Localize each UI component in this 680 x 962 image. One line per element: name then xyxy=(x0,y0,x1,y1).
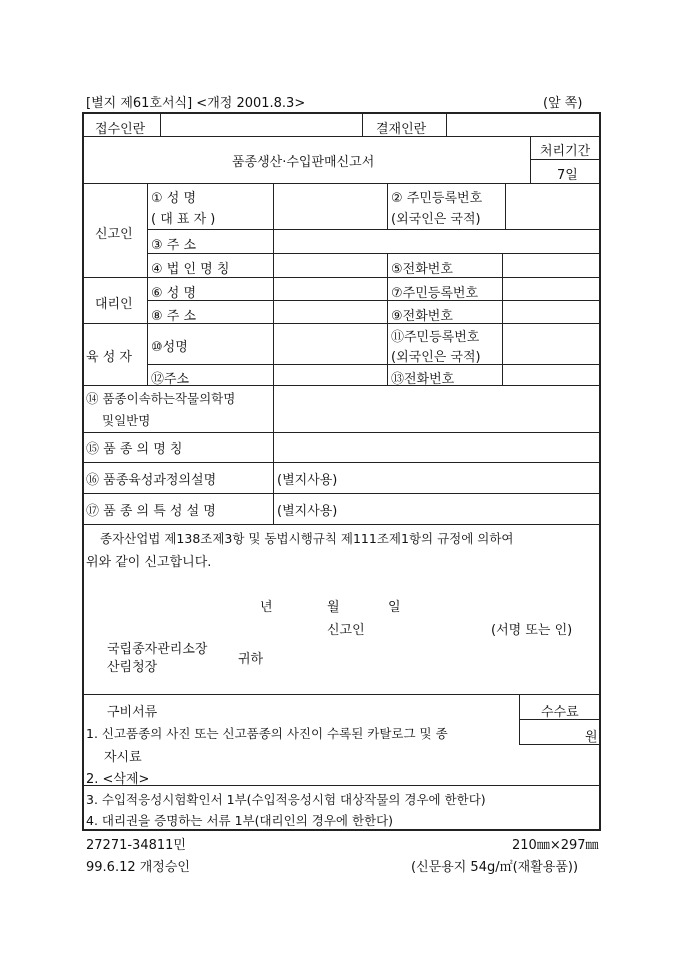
applicant-phone-label: ⑤전화번호 xyxy=(391,262,453,277)
document-item-1-cont: 자시료 xyxy=(104,750,142,765)
fee-unit: 원 xyxy=(585,730,598,745)
processing-period-label: 처리기간 xyxy=(540,144,591,159)
fee-label: 수수료 xyxy=(541,705,579,720)
processing-period-value: 7일 xyxy=(557,168,578,183)
recipient-forest-service: 산림청장 xyxy=(107,660,158,675)
breeder-phone-label: ⑬전화번호 xyxy=(391,372,455,387)
date-day-label: 일 xyxy=(388,600,401,615)
breeder-nationality-label: (외국인은 국적) xyxy=(391,350,481,365)
variety-name-label: ⑮ 품 종 의 명 칭 xyxy=(86,442,183,457)
applicant-label: 신고인 xyxy=(95,227,133,242)
form-code: 27271-34811민 xyxy=(86,838,186,853)
breeding-process-label: ⑯ 품종육성과정의설명 xyxy=(86,473,217,488)
crop-common-name-label: 및일반명 xyxy=(102,413,151,428)
agent-regno-label: ⑦주민등록번호 xyxy=(391,286,479,301)
breeder-label: 육 성 자 xyxy=(86,350,132,365)
breeder-regno-label: ⑪주민등록번호 xyxy=(391,330,480,345)
document-item-3: 3. 수입적응성시험확인서 1부(수입적응성시험 대상작물의 경우에 한한다) xyxy=(86,792,486,807)
agent-phone-label: ⑨전화번호 xyxy=(391,309,453,324)
applicant-name-label: ① 성 명 xyxy=(151,191,197,206)
signature-label: (서명 또는 인) xyxy=(491,623,573,638)
declaration-line-2: 위와 같이 신고합니다. xyxy=(86,555,212,570)
reception-stamp-label: 접수인란 xyxy=(95,122,146,137)
applicant-regno-label: ② 주민등록번호 xyxy=(391,191,483,206)
date-year-label: 년 xyxy=(260,600,273,615)
declarant-label: 신고인 xyxy=(327,623,365,638)
form-title: 품종생산·수입판매신고서 xyxy=(232,155,375,170)
honorific-label: 귀하 xyxy=(238,652,264,667)
crop-scientific-name-label: ⑭ 품종이속하는작물의학명 xyxy=(86,391,236,406)
paper-spec: (신문용지 54g/㎡(재활용품)) xyxy=(411,860,579,875)
applicant-representative-label: ( 대 표 자 ) xyxy=(151,212,216,227)
characteristics-label: ⑰ 품 종 의 특 성 설 명 xyxy=(86,504,216,519)
applicant-nationality-label: (외국인은 국적) xyxy=(391,212,481,227)
date-month-label: 월 xyxy=(327,600,340,615)
form-number: [별지 제61호서식] <개정 2001.8.3> xyxy=(86,96,306,111)
agent-label: 대리인 xyxy=(95,297,133,312)
breeding-process-value: (별지사용) xyxy=(277,473,338,488)
revision-approval: 99.6.12 개정승인 xyxy=(86,860,190,875)
document-item-1: 1. 신고품종의 사진 또는 신고품종의 사진이 수록된 카탈로그 및 종 xyxy=(86,726,448,741)
document-item-2: 2. <삭제> xyxy=(86,772,150,787)
document-item-4: 4. 대리권을 증명하는 서류 1부(대리인의 경우에 한한다) xyxy=(86,813,394,828)
applicant-corp-name-label: ④ 법 인 명 칭 xyxy=(151,262,230,277)
page-side-label: (앞 쪽) xyxy=(543,96,583,111)
agent-name-label: ⑥ 성 명 xyxy=(151,286,197,301)
required-documents-title: 구비서류 xyxy=(107,705,158,720)
applicant-address-label: ③ 주 소 xyxy=(151,238,197,253)
agent-address-label: ⑧ 주 소 xyxy=(151,309,197,324)
breeder-name-label: ⑩성명 xyxy=(151,340,188,355)
characteristics-value: (별지사용) xyxy=(277,504,338,519)
breeder-address-label: ⑫주소 xyxy=(151,372,190,387)
declaration-line-1: 종자산업법 제138조제3항 및 동법시행규칙 제111조제1항의 규정에 의하여 xyxy=(100,531,514,546)
paper-size: 210㎜×297㎜ xyxy=(512,838,599,853)
approval-stamp-label: 결재인란 xyxy=(376,122,427,137)
recipient-seed-office: 국립종자관리소장 xyxy=(107,642,208,657)
